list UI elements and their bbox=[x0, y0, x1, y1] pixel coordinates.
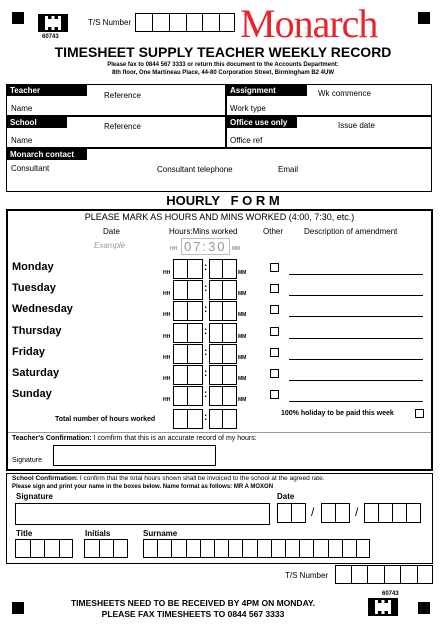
total-hours-divider bbox=[187, 409, 188, 429]
amendment-line[interactable] bbox=[289, 295, 423, 296]
mins-divider bbox=[222, 365, 223, 385]
consultant-label[interactable]: Consultant bbox=[11, 164, 50, 173]
surname-input-divider bbox=[242, 539, 243, 558]
hours-divider bbox=[187, 280, 188, 300]
monarch-logo: Monarch bbox=[240, 1, 378, 46]
hours-divider bbox=[187, 259, 188, 279]
mins-divider bbox=[222, 323, 223, 343]
ts-number-boxes[interactable] bbox=[135, 13, 235, 32]
hours-divider bbox=[187, 301, 188, 321]
hours-input[interactable] bbox=[173, 365, 203, 385]
barcode-top bbox=[38, 14, 68, 32]
day-label: Sunday bbox=[12, 388, 52, 400]
hourly-form-title: HOURLY F O R M bbox=[166, 193, 280, 208]
total-mins-divider bbox=[222, 409, 223, 429]
surname-input-divider bbox=[257, 539, 258, 558]
hours-input[interactable] bbox=[173, 301, 203, 321]
hours-divider bbox=[187, 365, 188, 385]
other-checkbox[interactable] bbox=[270, 369, 279, 378]
mm-label: MM bbox=[238, 376, 247, 382]
hours-input[interactable] bbox=[173, 259, 203, 279]
school-name-label[interactable]: Name bbox=[11, 136, 33, 145]
school-confirmation-heading: School Confirmation: bbox=[12, 475, 79, 482]
surname-input-divider bbox=[157, 539, 158, 558]
surname-input-divider bbox=[200, 539, 201, 558]
hh-label: HH bbox=[163, 334, 171, 340]
amendment-line[interactable] bbox=[289, 338, 423, 339]
example-mm: MM bbox=[232, 246, 241, 252]
amendment-line[interactable] bbox=[289, 359, 423, 360]
teacher-signature-label: Signature bbox=[12, 457, 42, 464]
mm-label: MM bbox=[238, 291, 247, 297]
work-type-label[interactable]: Work type bbox=[230, 104, 266, 113]
other-checkbox[interactable] bbox=[270, 305, 279, 314]
ts-number-label: T/S Number bbox=[88, 18, 132, 27]
school-confirmation-instructions: Please sign and print your name in the boxes below. Name format as follows: MR A MOXON bbox=[12, 484, 274, 490]
mm-label: MM bbox=[238, 397, 247, 403]
title-label: Title bbox=[16, 529, 33, 538]
initials-label: Initials bbox=[85, 529, 111, 538]
surname-input-divider bbox=[171, 539, 172, 558]
hours-input[interactable] bbox=[173, 323, 203, 343]
date-slash-2: / bbox=[355, 505, 359, 519]
mm-label: MM bbox=[238, 355, 247, 361]
col-date: Date bbox=[103, 227, 120, 236]
time-colon: : bbox=[204, 304, 208, 315]
title-input-divider bbox=[30, 539, 31, 558]
mins-input[interactable] bbox=[209, 344, 237, 364]
amendment-line[interactable] bbox=[289, 380, 423, 381]
date-year-divider bbox=[392, 503, 393, 523]
amendment-line[interactable] bbox=[289, 274, 423, 275]
corner-marker-top-left bbox=[12, 12, 24, 24]
other-checkbox[interactable] bbox=[270, 348, 279, 357]
surname-input-divider bbox=[228, 539, 229, 558]
time-colon: : bbox=[204, 347, 208, 358]
mins-divider bbox=[222, 259, 223, 279]
mins-input[interactable] bbox=[209, 386, 237, 406]
other-checkbox[interactable] bbox=[270, 263, 279, 272]
footer-ts-number-divider bbox=[417, 565, 418, 584]
footer-ts-number-divider bbox=[384, 565, 385, 584]
teacher-confirmation-line bbox=[8, 432, 431, 433]
mins-input[interactable] bbox=[209, 280, 237, 300]
other-checkbox[interactable] bbox=[270, 284, 279, 293]
mm-label: MM bbox=[238, 312, 247, 318]
hh-label: HH bbox=[163, 376, 171, 382]
barcode-number-bottom: 60743 bbox=[382, 591, 399, 597]
footer-ts-number-divider bbox=[400, 565, 401, 584]
form-instruction: PLEASE MARK AS HOURS AND MINS WORKED (4:00, 7:30, etc.) bbox=[84, 212, 355, 222]
initials-input-divider bbox=[99, 539, 100, 558]
example-label: Example bbox=[94, 241, 126, 250]
total-hours-label: Total number of hours worked bbox=[55, 416, 156, 423]
surname-input-divider bbox=[356, 539, 357, 558]
surname-input-divider bbox=[186, 539, 187, 558]
office-use-label: Office use only bbox=[227, 117, 297, 128]
footer-fax: PLEASE FAX TIMESHEETS TO 0844 567 3333 bbox=[101, 609, 285, 619]
title-input-divider bbox=[44, 539, 45, 558]
barcode-number-top: 60743 bbox=[42, 34, 59, 40]
assignment-label: Assignment bbox=[227, 85, 307, 96]
school-signature-field[interactable] bbox=[15, 503, 270, 525]
teacher-name-label[interactable]: Name bbox=[11, 104, 33, 113]
time-colon: : bbox=[204, 368, 208, 379]
example-hh: HH bbox=[170, 246, 178, 252]
time-colon: : bbox=[204, 283, 208, 294]
school-label: School bbox=[7, 117, 67, 128]
surname-label: Surname bbox=[143, 529, 178, 538]
day-label: Monday bbox=[12, 261, 54, 273]
col-hours: Hours:Mins worked bbox=[169, 227, 238, 236]
col-other: Other bbox=[263, 227, 284, 236]
day-label: Tuesday bbox=[12, 282, 56, 294]
day-label: Thursday bbox=[12, 325, 62, 337]
corner-marker-top-right bbox=[418, 12, 430, 24]
initials-input-divider bbox=[113, 539, 114, 558]
day-label: Saturday bbox=[12, 367, 60, 379]
amendment-line[interactable] bbox=[289, 316, 423, 317]
school-signature-label: Signature bbox=[16, 492, 53, 501]
hours-input[interactable] bbox=[173, 344, 203, 364]
school-confirmation-text bbox=[12, 475, 325, 482]
hours-divider bbox=[187, 386, 188, 406]
other-checkbox[interactable] bbox=[270, 390, 279, 399]
mm-label: MM bbox=[238, 270, 247, 276]
teacher-reference-label: Reference bbox=[104, 91, 141, 100]
other-checkbox[interactable] bbox=[270, 327, 279, 336]
surname-input-divider bbox=[342, 539, 343, 558]
hh-label: HH bbox=[163, 355, 171, 361]
holiday-label: 100% holiday to be paid this week bbox=[281, 410, 394, 417]
address-line: 8th floor, One Martineau Place, 44-80 Corporation Street, Birmingham B2 4UW bbox=[111, 70, 335, 76]
mins-divider bbox=[222, 344, 223, 364]
mm-label: MM bbox=[238, 334, 247, 340]
date-year-divider bbox=[406, 503, 407, 523]
total-colon: : bbox=[204, 412, 208, 423]
hh-label: HH bbox=[163, 312, 171, 318]
teacher-confirmation-text bbox=[12, 435, 257, 442]
email-label[interactable]: Email bbox=[278, 165, 299, 174]
consultant-telephone-label[interactable]: Consultant telephone bbox=[157, 165, 233, 174]
hours-input[interactable] bbox=[173, 386, 203, 406]
date-slash-1: / bbox=[311, 505, 315, 519]
mins-input[interactable] bbox=[209, 365, 237, 385]
mins-divider bbox=[222, 386, 223, 406]
hours-input[interactable] bbox=[173, 280, 203, 300]
time-colon: : bbox=[204, 262, 208, 273]
time-colon: : bbox=[204, 326, 208, 337]
surname-input-divider bbox=[271, 539, 272, 558]
teacher-signature-field[interactable] bbox=[53, 445, 216, 466]
footer-deadline: TIMESHEETS NEED TO BE RECEIVED BY 4PM ON MONDAY. bbox=[70, 598, 316, 608]
mins-divider bbox=[222, 280, 223, 300]
hh-label: HH bbox=[163, 291, 171, 297]
school-date-label: Date bbox=[277, 492, 295, 501]
hours-divider bbox=[187, 344, 188, 364]
issue-date-label: Issue date bbox=[338, 121, 375, 130]
surname-input-divider bbox=[285, 539, 286, 558]
mins-divider bbox=[222, 301, 223, 321]
surname-input-divider bbox=[328, 539, 329, 558]
holiday-checkbox[interactable] bbox=[415, 409, 424, 418]
footer-ts-number-label: T/S Number bbox=[285, 571, 329, 580]
surname-input-divider bbox=[299, 539, 300, 558]
footer-ts-number-divider bbox=[367, 565, 368, 584]
total-mins-input[interactable] bbox=[209, 409, 237, 429]
fax-instruction: Please fax to 0844 567 3333 or return this document to the Accounts Department: bbox=[107, 62, 339, 68]
date-year-divider bbox=[378, 503, 379, 523]
corner-marker-bottom-right bbox=[418, 602, 430, 614]
school-confirmation-statement: I confirm that the total hours shown shall be invoiced to the school at the agreed rate. bbox=[79, 475, 325, 482]
time-colon: : bbox=[204, 389, 208, 400]
mins-input[interactable] bbox=[209, 259, 237, 279]
title-input-divider bbox=[59, 539, 60, 558]
footer-ts-number-divider bbox=[351, 565, 352, 584]
wk-commence-label[interactable]: Wk commence bbox=[318, 89, 371, 98]
day-label: Wednesday bbox=[12, 303, 73, 315]
date-month-divider bbox=[335, 503, 336, 523]
monarch-contact-label: Monarch contact bbox=[7, 149, 87, 160]
initials-input[interactable] bbox=[84, 539, 128, 558]
teacher-confirmation-statement: I comfirm that this is an accurate record of my hours: bbox=[93, 435, 257, 442]
surname-input-divider bbox=[313, 539, 314, 558]
office-ref-label: Office ref bbox=[230, 136, 263, 145]
teacher-confirmation-heading: Teacher's Confirmation: bbox=[12, 435, 92, 442]
school-reference-label: Reference bbox=[104, 122, 141, 131]
amendment-line[interactable] bbox=[289, 401, 423, 402]
teacher-label: Teacher bbox=[7, 85, 87, 96]
hh-label: HH bbox=[163, 270, 171, 276]
mins-input[interactable] bbox=[209, 301, 237, 321]
mins-input[interactable] bbox=[209, 323, 237, 343]
surname-input-divider bbox=[214, 539, 215, 558]
total-hours-input[interactable] bbox=[173, 409, 203, 429]
example-time: 07:30 bbox=[181, 238, 230, 255]
day-label: Friday bbox=[12, 346, 46, 358]
hours-divider bbox=[187, 323, 188, 343]
page-title: TIMESHEET SUPPLY TEACHER WEEKLY RECORD bbox=[54, 44, 392, 60]
hh-label: HH bbox=[163, 397, 171, 403]
col-description: Description of amendment bbox=[304, 227, 398, 236]
date-day-divider bbox=[291, 503, 292, 523]
